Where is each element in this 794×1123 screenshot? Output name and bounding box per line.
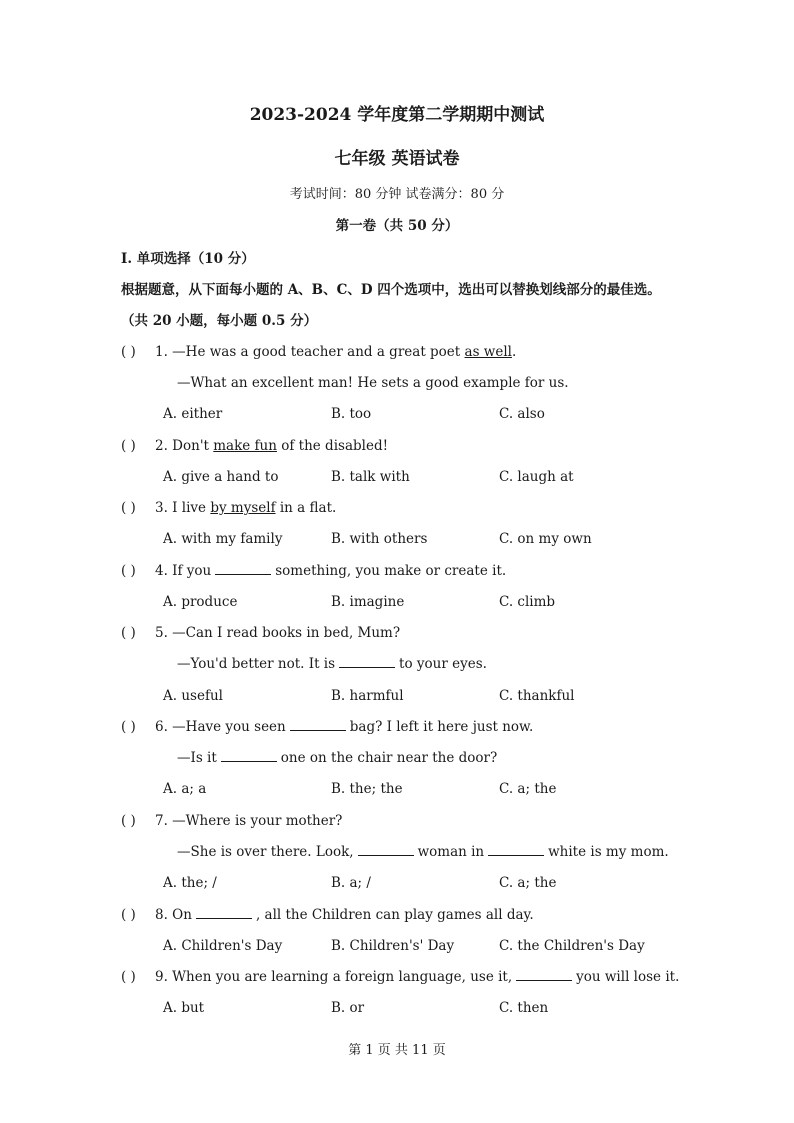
section-note: （共 20 小题，每小题 0.5 分）	[121, 313, 318, 329]
option-a: A. the; /	[163, 875, 217, 891]
answer-bracket: ( )	[121, 719, 136, 735]
question-5: 5. —Can I read books in bed, Mum?	[155, 625, 401, 641]
question-8: 8. On , all the Children can play games all day.	[155, 907, 534, 923]
question-2: 2. Don't make fun of the disabled!	[155, 438, 389, 454]
fill-blank	[221, 749, 277, 762]
exam-info: 考试时间：80 分钟 试卷满分：80 分	[289, 187, 505, 202]
question-9: 9. When you are learning a foreign language, use it, you will lose it.	[155, 969, 680, 985]
option-a: A. but	[163, 1000, 205, 1016]
option-a: A. Children's Day	[163, 938, 283, 954]
option-c: C. a; the	[499, 875, 557, 891]
answer-bracket: ( )	[121, 563, 136, 579]
answer-bracket: ( )	[121, 813, 136, 829]
fill-blank	[339, 655, 395, 668]
question-5-line-2: —You'd better not. It is to your eyes.	[177, 656, 487, 672]
question-7-line-2: —She is over there. Look, woman in white is my mom.	[177, 844, 669, 860]
underlined-phrase: by myself	[210, 500, 276, 516]
option-c: C. the Children's Day	[499, 938, 645, 954]
answer-bracket: ( )	[121, 344, 136, 360]
option-a: A. produce	[163, 594, 238, 610]
volume-heading: 第一卷（共 50 分）	[335, 218, 459, 234]
section-instruction: 根据题意，从下面每小题的 A、B、C、D 四个选项中，选出可以替换划线部分的最佳选。	[121, 282, 661, 298]
option-a: A. a; a	[163, 781, 207, 797]
option-b: B. too	[331, 406, 372, 422]
question-4: 4. If you something, you make or create it.	[155, 563, 507, 579]
answer-bracket: ( )	[121, 907, 136, 923]
answer-bracket: ( )	[121, 969, 136, 985]
question-6-line-2: —Is it one on the chair near the door?	[177, 750, 498, 766]
underlined-phrase: make fun	[213, 438, 277, 454]
question-3: 3. I live by myself in a flat.	[155, 500, 337, 516]
option-b: B. talk with	[331, 469, 410, 485]
option-b: B. or	[331, 1000, 365, 1016]
fill-blank	[290, 718, 346, 731]
question-6: 6. —Have you seen bag? I left it here just now.	[155, 719, 534, 735]
fill-blank	[215, 562, 271, 575]
fill-blank	[516, 968, 572, 981]
option-b: B. with others	[331, 531, 428, 547]
question-7: 7. —Where is your mother?	[155, 813, 343, 829]
answer-bracket: ( )	[121, 625, 136, 641]
page-number: 第 1 页 共 11 页	[348, 1043, 446, 1058]
exam-subtitle: 七年级 英语试卷	[334, 149, 460, 169]
question-1-line-2: —What an excellent man! He sets a good example for us.	[177, 375, 569, 391]
underlined-phrase: as well	[464, 344, 512, 360]
fill-blank	[488, 843, 544, 856]
option-b: B. Children's' Day	[331, 938, 455, 954]
question-1: 1. —He was a good teacher and a great poet as well.	[155, 344, 517, 360]
option-c: C. a; the	[499, 781, 557, 797]
option-c: C. then	[499, 1000, 549, 1016]
fill-blank	[358, 843, 414, 856]
option-a: A. give a hand to	[163, 469, 279, 485]
option-c: C. on my own	[499, 531, 592, 547]
option-c: C. thankful	[499, 688, 575, 704]
fill-blank	[196, 906, 252, 919]
option-c: C. also	[499, 406, 545, 422]
option-a: A. either	[163, 406, 223, 422]
option-b: B. the; the	[331, 781, 403, 797]
option-b: B. a; /	[331, 875, 371, 891]
option-c: C. laugh at	[499, 469, 574, 485]
section-heading: I. 单项选择（10 分）	[121, 251, 255, 267]
option-b: B. imagine	[331, 594, 405, 610]
exam-title: 2023-2024 学年度第二学期期中测试	[249, 105, 545, 125]
answer-bracket: ( )	[121, 500, 136, 516]
option-a: A. useful	[163, 688, 223, 704]
option-a: A. with my family	[163, 531, 283, 547]
option-b: B. harmful	[331, 688, 404, 704]
option-c: C. climb	[499, 594, 556, 610]
answer-bracket: ( )	[121, 438, 136, 454]
